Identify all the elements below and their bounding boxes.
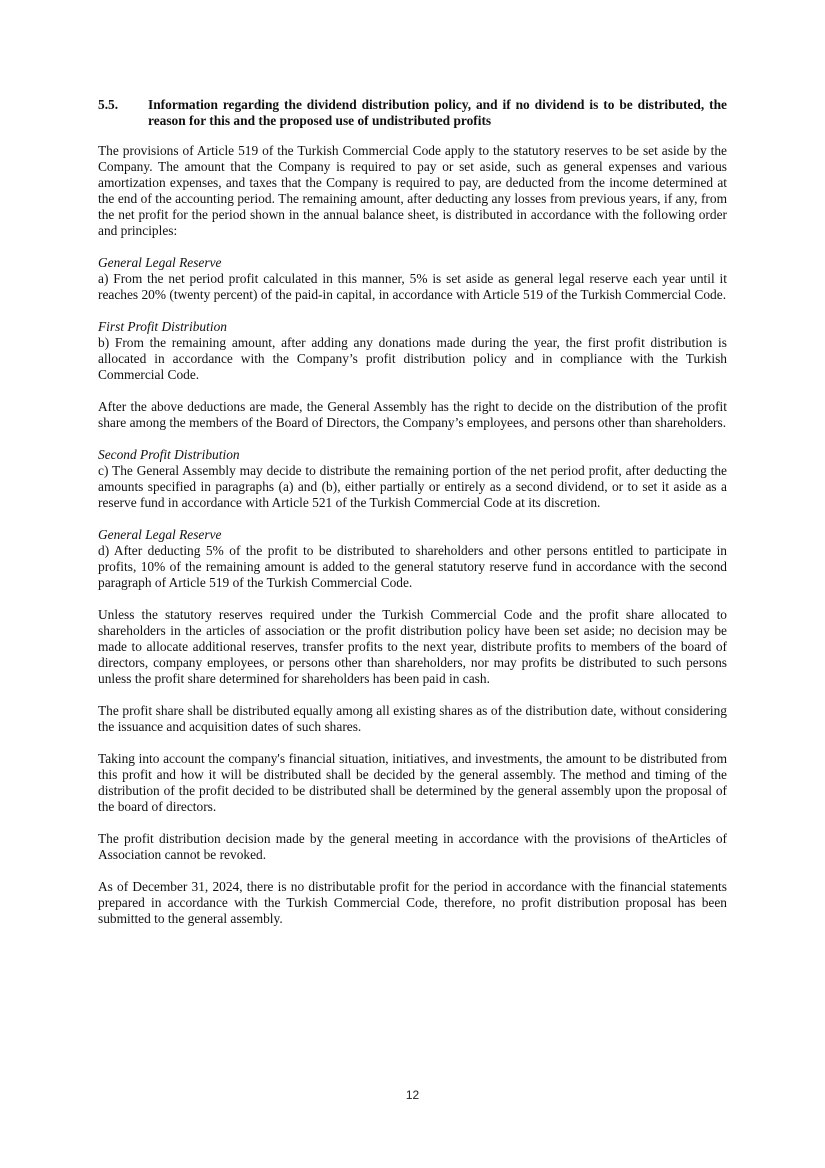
subheading-general-legal-reserve-2: General Legal Reserve	[98, 527, 222, 542]
paragraph-d: d) After deducting 5% of the profit to be distributed to shareholders and other persons entitled to participate in profits, 10% of the remaining amount is added to the general statutory reserve fund in accordance with the second paragraph of Article 519 of the Turkish Commercial Code.	[98, 543, 727, 590]
paragraph-c: c) The General Assembly may decide to distribute the remaining portion of the net period profit, after deducting the amounts specified in paragraphs (a) and (b), either partially or entirely as a second dividend, or to set it aside as a reserve fund in accordance with Article 521 of the Turkish Commercial Code at its discretion.	[98, 463, 727, 510]
after-deductions-paragraph: After the above deductions are made, the General Assembly has the right to decide on the distribution of the profit share among the members of the Board of Directors, the Company’s employees, and persons other than shareholders.	[98, 399, 727, 430]
intro-paragraph: The provisions of Article 519 of the Turkish Commercial Code apply to the statutory reserves to be set aside by the Company. The amount that the Company is required to pay or set aside, such as general expenses and various amortization expenses, and taxes that the Company is required to pay, are deducted from the income determined at the end of the accounting period. The remaining amount, after deducting any losses from previous years, if any, from the net profit for the period shown in the annual balance sheet, is distributed in accordance with the following order and principles:	[98, 143, 727, 238]
paragraph-a: a) From the net period profit calculated in this manner, 5% is set aside as general legal reserve each year until it reaches 20% (twenty percent) of the paid-in capital, in accordance with Article 519 of the Turkish Commercial Code.	[98, 271, 727, 302]
subheading-first-profit-distribution: First Profit Distribution	[98, 319, 227, 334]
document-page	[98, 97, 727, 943]
unless-paragraph: Unless the statutory reserves required under the Turkish Commercial Code and the profit share allocated to shareholders in the articles of association or the profit distribution policy have been set aside; no decision may be made to allocate additional reserves, transfer profits to the next year, distribute profits to members of the board of directors, company employees, or persons other than shareholders, nor may profits be distributed to such persons unless the profit share determined for shareholders has been paid in cash.	[98, 607, 727, 686]
section-number: 5.5.	[98, 97, 119, 112]
subheading-second-profit-distribution: Second Profit Distribution	[98, 447, 240, 462]
paragraph-b: b) From the remaining amount, after adding any donations made during the year, the first profit distribution is allocated in accordance with the Company’s profit distribution policy and in compliance with the Turkish Commercial Code.	[98, 335, 727, 382]
section-title: Information regarding the dividend distribution policy, and if no dividend is to be distributed, the reason for this and the proposed use of undistributed profits	[148, 97, 727, 128]
taking-into-account-paragraph: Taking into account the company's financial situation, initiatives, and investments, the amount to be distributed from this profit and how it will be distributed shall be decided by the general assembly. The method and timing of the distribution of the profit decided to be distributed shall be determined by the general assembly upon the proposal of the board of directors.	[98, 751, 727, 814]
irrevocable-paragraph: The profit distribution decision made by the general meeting in accordance with the provisions of theArticles of Association cannot be revoked.	[98, 831, 727, 862]
page-number: 12	[405, 1088, 420, 1102]
section-heading	[98, 97, 727, 129]
subheading-general-legal-reserve: General Legal Reserve	[98, 255, 222, 270]
equal-share-paragraph: The profit share shall be distributed equally among all existing shares as of the distribution date, without considering the issuance and acquisition dates of such shares.	[98, 703, 727, 734]
as-of-paragraph: As of December 31, 2024, there is no distributable profit for the period in accordance with the financial statements prepared in accordance with the Turkish Commercial Code, therefore, no profit distribution proposal has been submitted to the general assembly.	[98, 879, 727, 926]
